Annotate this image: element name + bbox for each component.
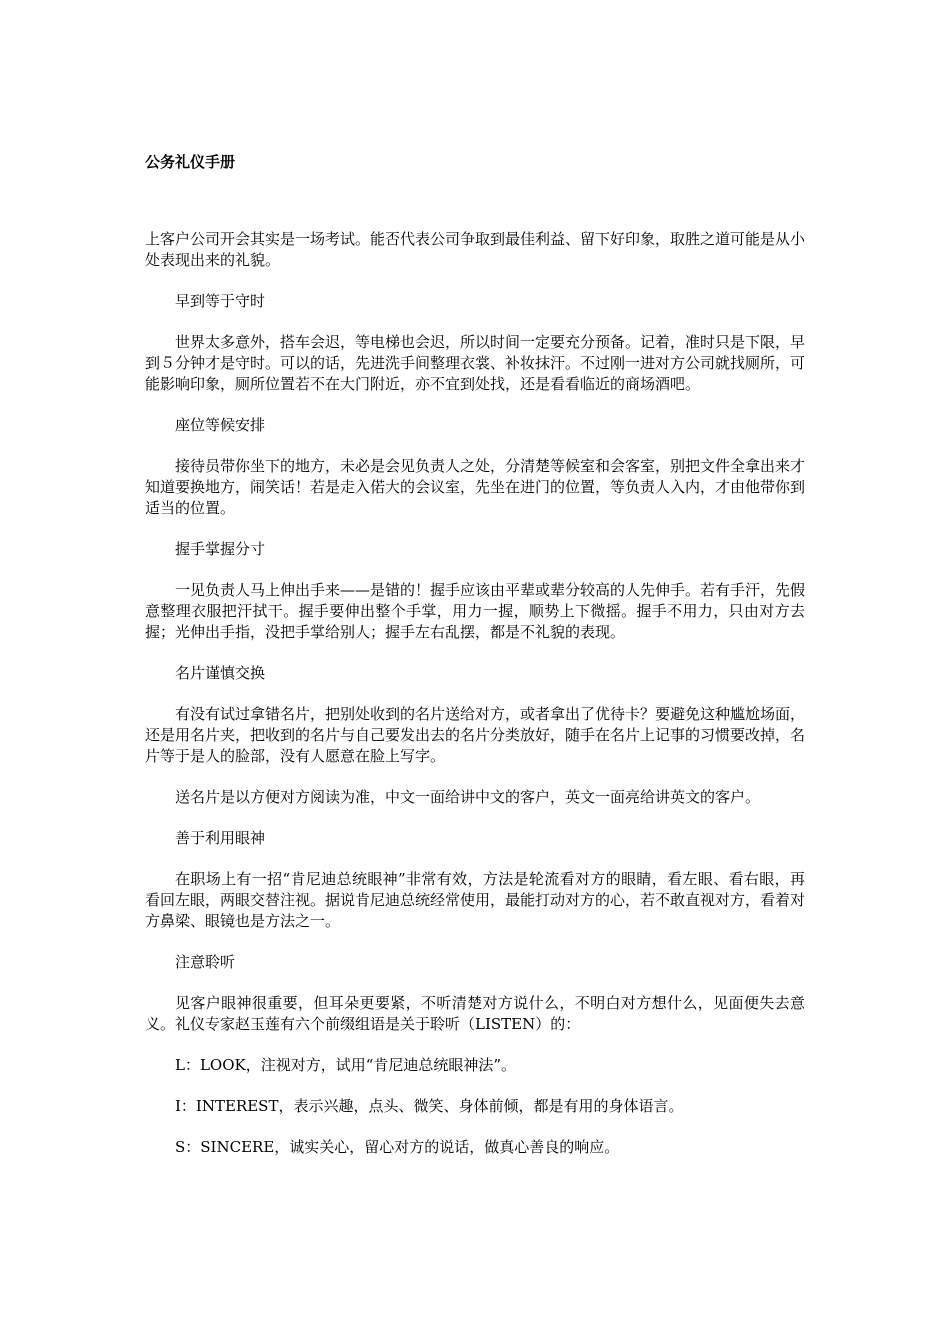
- list-item-sincere: S：SINCERE，诚实关心，留心对方的说话，做真心善良的响应。: [175, 1138, 620, 1156]
- paragraph-punctuality: 世界太多意外，搭车会迟，等电梯也会迟，所以时间一定要充分预备。记着，准时只是下限，早到５分钟才是守时。可以的话，先进洗手间整理衣裳、补妆抹汗。不过刚一进对方公司就找厕所，可能影响印象，厕所位置若不在大门附近，亦不宜到处找，还是看看临近的商场酒吧。: [145, 333, 806, 393]
- paragraph-handshake: 一见负责人马上伸出手来——是错的！握手应该由平辈或辈分较高的人先伸手。若有手汗，先假意整理衣服把汗拭干。握手要伸出整个手掌，用力一握，顺势上下微摇。握手不用力，只由对方去握；光伸出手指，没把手掌给别人；握手左右乱摆，都是不礼貌的表现。: [145, 581, 806, 641]
- section-heading-seating: 座位等候安排: [175, 416, 266, 434]
- paragraph-listening: 见客户眼神很重要，但耳朵更要紧，不听清楚对方说什么，不明白对方想什么，见面便失去意义。礼仪专家赵玉莲有六个前缀组语是关于聆听（LISTEN）的：: [145, 994, 805, 1033]
- paragraph-seating: 接待员带你坐下的地方，未必是会见负责人之处，分清楚等候室和会客室，别把文件全拿出来才知道要换地方，闹笑话！若是走入偌大的会议室，先坐在进门的位置，等负责人入内，才由他带你到适当的位置。: [145, 457, 806, 517]
- paragraph-business-cards-language: 送名片是以方便对方阅读为准，中文一面给讲中文的客户，英文一面亮给讲英文的客户。: [175, 788, 761, 806]
- section-heading-punctuality: 早到等于守时: [175, 292, 266, 310]
- section-heading-business-cards: 名片谨慎交换: [175, 664, 266, 682]
- list-item-look: L：LOOK，注视对方，试用“肯尼迪总统眼神法”。: [175, 1056, 517, 1074]
- section-heading-eye-contact: 善于利用眼神: [175, 829, 266, 847]
- paragraph-eye-contact: 在职场上有一招“肯尼迪总统眼神”非常有效，方法是轮流看对方的眼睛，看左眼、看右眼，再看回左眼，两眼交替注视。据说肯尼迪总统经常使用，最能打动对方的心，若不敢直视对方，看着对方鼻梁、眼镜也是方法之一。: [145, 870, 806, 930]
- list-item-interest: I：INTEREST，表示兴趣，点头、微笑、身体前倾，都是有用的身体语言。: [175, 1097, 684, 1115]
- document-body: [145, 229, 805, 1178]
- document-title: 公务礼仪手册: [145, 153, 236, 171]
- section-heading-listening: 注意聆听: [175, 953, 236, 971]
- paragraph-business-cards: 有没有试过拿错名片，把别处收到的名片送给对方，或者拿出了优待卡？要避免这种尴尬场面，还是用名片夹，把收到的名片与自己要发出去的名片分类放好，随手在名片上记事的习惯要改掉，名片等于是人的脸部，没有人愿意在脸上写字。: [145, 705, 806, 765]
- section-heading-handshake: 握手掌握分寸: [175, 540, 266, 558]
- intro-paragraph: 上客户公司开会其实是一场考试。能否代表公司争取到最佳利益、留下好印象，取胜之道可能是从小处表现出来的礼貌。: [145, 230, 806, 269]
